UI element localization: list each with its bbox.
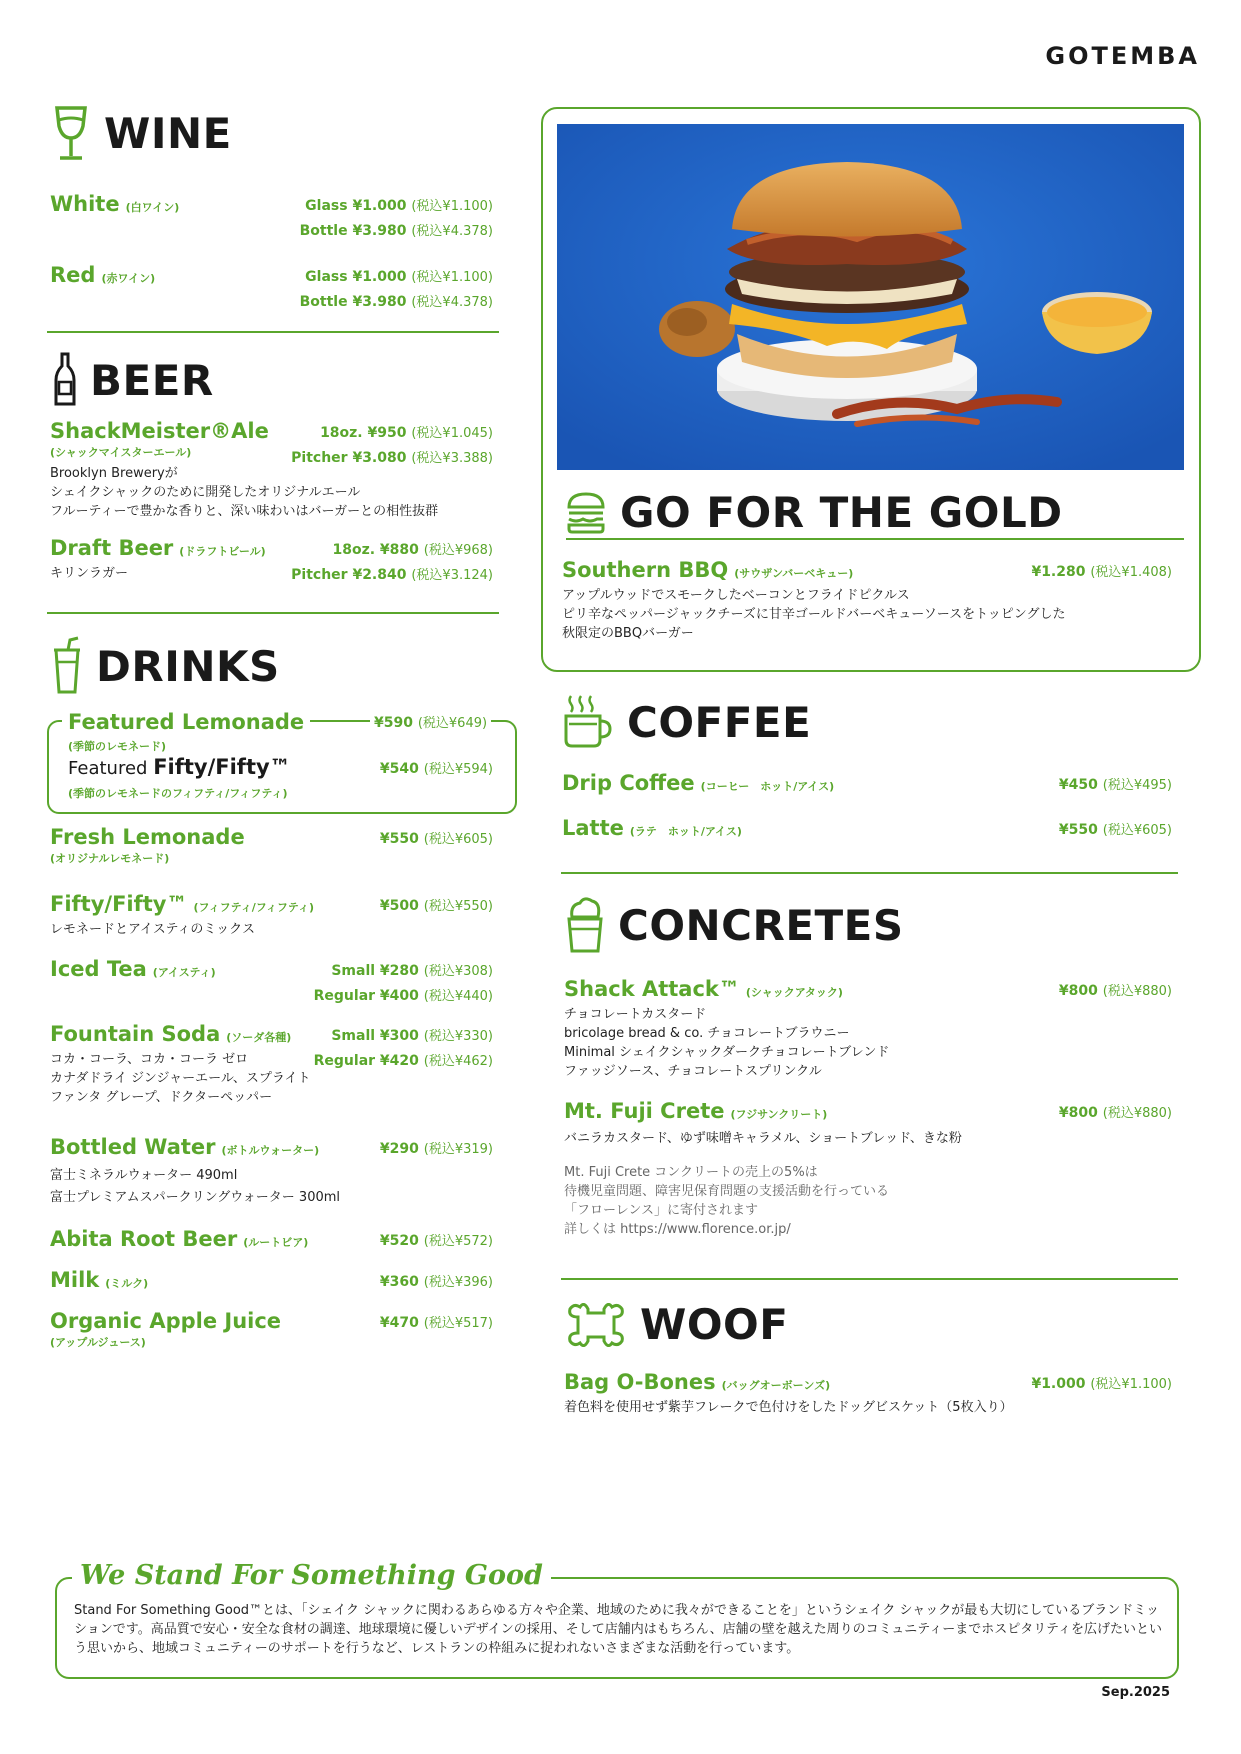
price-tax: (税込¥319) (423, 1142, 493, 1157)
beer-draft-price (291, 538, 493, 588)
desc-line: ファッジソース、チョコレートスプリンクル (564, 1064, 822, 1079)
mission-title: We Stand For Something Good (72, 1560, 551, 1591)
drink-cup-icon (52, 636, 82, 696)
drinks-milk (50, 1268, 148, 1292)
desc-line: ファンタ グレープ、ドクターペッパー (50, 1090, 273, 1105)
price-value: ¥420 (379, 1053, 419, 1069)
menu-date: Sep.2025 (1101, 1685, 1170, 1700)
item-sub: (オリジナルレモネード) (50, 852, 170, 865)
item-desc: バニラカスタード、ゆず味噌キャラメル、ショートブレッド、きな粉 (564, 1131, 962, 1146)
price-value: ¥3.980 (352, 223, 407, 239)
price-label: Small (331, 1028, 376, 1044)
item-sub: (ソーダ各種) (226, 1031, 292, 1044)
item-sub: (ラテ ホット/アイス) (629, 825, 742, 838)
burger-photo (557, 124, 1184, 470)
divider (561, 1278, 1178, 1280)
woof-title: WOOF (640, 1300, 789, 1349)
price-value: ¥550 (1058, 822, 1098, 838)
item-sub: (フジサンクリート) (730, 1108, 828, 1121)
mission-text: Stand For Something Good™とは、「シェイク シャックに関わるあらゆる方々や企業、地域のために我々ができることを」というシェイク シャックが最も大切にしているブランドミッションです。高品質で安心・安全な食材の調達、地球環境に優しいデザインの採用、そして店舗内はもちろん、店舗の壁を越えた周りのコミュニティーまでホスピタリティを広げたいという思いから、地域コミュニティーのサポートを行うなど、レストランの枠組みに捉われないさまざまな活動を行っています。 (74, 1603, 1162, 1656)
price-value: ¥470 (379, 1315, 419, 1331)
store-name: GOTEMBA (1045, 42, 1200, 70)
item-name: Abita Root Beer (50, 1227, 238, 1251)
price-tax: (税込¥1.100) (411, 270, 493, 285)
price-tax: (税込¥308) (423, 964, 493, 979)
item-sub: (シャックマイスターエール) (50, 446, 192, 459)
latte-price (1059, 818, 1172, 843)
mt-fuji-price (1059, 1101, 1172, 1126)
beer-shackmeister-price (291, 421, 493, 471)
drinks-fresh-lemonade (50, 825, 245, 866)
price-tax: (税込¥649) (417, 716, 488, 731)
item-sub: (赤ワイン) (101, 272, 156, 285)
desc-line: チョコレートカスタード (564, 1007, 707, 1022)
price-value: ¥3.080 (352, 450, 407, 466)
note-line: 詳しくは https://www.florence.or.jp/ (564, 1222, 791, 1237)
price-tax: (税込¥605) (1102, 823, 1172, 838)
concretes-heading (566, 895, 904, 955)
price-tax: (税込¥440) (423, 989, 493, 1004)
price-value: ¥1.000 (1031, 1376, 1086, 1392)
item-name: Southern BBQ (562, 558, 729, 582)
bag-o-bones-price (1031, 1372, 1172, 1397)
item-sub: (季節のレモネードのフィフティ/フィフティ) (68, 787, 288, 800)
price-label: Pitcher (291, 567, 348, 583)
price-value: ¥520 (379, 1233, 419, 1249)
coffee-heading (563, 694, 811, 750)
item-name: Fountain Soda (50, 1022, 221, 1046)
price-tax: (税込¥4.378) (411, 224, 493, 239)
price-tax: (税込¥968) (423, 543, 493, 558)
desc-line: アップルウッドでスモークしたベーコンとフライドピクルス (562, 588, 910, 603)
drinks-heading (52, 636, 280, 696)
price-tax: (税込¥1.045) (411, 426, 493, 441)
price-label: 18oz. (320, 425, 363, 441)
desc-line: コカ・コーラ、コカ・コーラ ゼロ (50, 1052, 249, 1067)
drinks-bottled-water (50, 1135, 340, 1209)
beer-draft (50, 536, 266, 583)
item-name: Bag O-Bones (564, 1370, 716, 1394)
price-tax: (税込¥517) (423, 1316, 493, 1331)
item-name: Fifty/Fifty™ (153, 755, 291, 779)
item-name: Bottled Water (50, 1135, 216, 1159)
price-value: ¥1.000 (352, 269, 407, 285)
desc-line: bricolage bread & co. チョコレートブラウニー (564, 1026, 850, 1041)
concretes-shack-attack (564, 977, 889, 1081)
price-tax: (税込¥330) (423, 1029, 493, 1044)
featured-fifty-price (380, 757, 493, 782)
burger-image (557, 124, 1184, 470)
price-label: Pitcher (291, 450, 348, 466)
item-sub: (ミルク) (105, 1277, 149, 1290)
apple-juice-price (380, 1311, 493, 1336)
fifty-fifty-price (380, 894, 493, 919)
note-line: 「フローレンス」に寄付されます (564, 1203, 759, 1218)
price-value: ¥880 (379, 542, 419, 558)
price-tax: (税込¥594) (423, 762, 493, 777)
price-tax: (税込¥1.100) (411, 199, 493, 214)
drip-coffee-price (1059, 773, 1172, 798)
wine-heading (52, 104, 232, 162)
price-tax: (税込¥495) (1102, 778, 1172, 793)
note-line: Mt. Fuji Crete コンクリートの売上の5%は (564, 1165, 818, 1180)
bottled-water-price (380, 1137, 493, 1162)
item-prefix: Featured (68, 758, 148, 779)
item-sub: (白ワイン) (125, 201, 180, 214)
desc-line: カナダドライ ジンジャーエール、スプライト (50, 1071, 311, 1086)
item-desc (564, 1005, 889, 1081)
desc-line: 富士ミネラルウォーター 490ml (50, 1168, 238, 1183)
divider (566, 538, 1184, 540)
item-name: Featured Lemonade (68, 710, 305, 734)
item-sub: (アップルジュース) (50, 1336, 146, 1349)
drinks-root-beer (50, 1227, 308, 1251)
price-value: ¥360 (379, 1274, 419, 1290)
woof-bag-o-bones (564, 1370, 1013, 1417)
desc-line: Minimal シェイクシャックダークチョコレートブレンド (564, 1045, 890, 1060)
wine-white-price (300, 194, 493, 244)
drinks-featured-lemonade (62, 710, 310, 734)
drinks-title: DRINKS (96, 641, 280, 691)
price-label: Small (331, 963, 376, 979)
item-name: Fifty/Fifty™ (50, 892, 188, 916)
price-value: ¥3.980 (352, 294, 407, 310)
wine-white (50, 192, 179, 216)
item-sub: (アイスティ) (152, 966, 216, 979)
drinks-fountain-soda (50, 1022, 311, 1107)
price-value: ¥800 (1058, 983, 1098, 999)
item-name: Mt. Fuji Crete (564, 1099, 725, 1123)
price-value: ¥950 (367, 425, 407, 441)
concrete-cup-icon (566, 895, 604, 955)
item-name: Organic Apple Juice (50, 1309, 282, 1333)
item-name: Red (50, 263, 96, 287)
price-value: ¥800 (1058, 1105, 1098, 1121)
item-sub: (フィフティ/フィフティ) (193, 901, 315, 914)
price-label: Regular (313, 988, 376, 1004)
price-value: ¥450 (1058, 777, 1098, 793)
price-value: ¥590 (374, 715, 413, 731)
item-name: Draft Beer (50, 536, 174, 560)
price-label: 18oz. (332, 542, 376, 558)
southern-bbq-price (1031, 560, 1172, 585)
item-sub: (ルートビア) (243, 1236, 309, 1249)
gold-heading (566, 488, 1063, 537)
item-sub: (バッグオーボーンズ) (721, 1379, 831, 1392)
coffee-title: COFFEE (627, 697, 812, 747)
price-value: ¥300 (379, 1028, 419, 1044)
coffee-cup-icon (563, 694, 613, 750)
price-value: ¥1.280 (1031, 564, 1086, 580)
item-sub: (コーヒー ホット/アイス) (700, 780, 835, 793)
featured-fifty-fifty (68, 755, 291, 779)
item-desc: レモネードとアイスティのミックス (50, 922, 256, 937)
price-value: ¥280 (379, 963, 419, 979)
price-label: Glass (305, 198, 348, 214)
item-sub: (サウザンバーベキュー) (734, 567, 854, 580)
item-name: Latte (562, 816, 624, 840)
item-name: Milk (50, 1268, 100, 1292)
divider (47, 331, 499, 333)
gold-southern-bbq (562, 558, 1066, 643)
item-sub: (ドラフトビール) (179, 545, 266, 558)
gold-title: GO FOR THE GOLD (620, 488, 1063, 537)
root-beer-price (380, 1229, 493, 1254)
price-tax: (税込¥880) (1102, 1106, 1172, 1121)
beer-bottle-icon (54, 352, 76, 408)
price-value: ¥1.000 (352, 198, 407, 214)
price-tax: (税込¥4.378) (411, 295, 493, 310)
price-tax: (税込¥1.100) (1090, 1377, 1172, 1392)
note-line: 待機児童問題、障害児保育問題の支援活動を行っている (564, 1184, 890, 1199)
price-value: ¥550 (379, 831, 419, 847)
milk-price (380, 1270, 493, 1295)
desc-line: 富士プレミアムスパークリングウォーター 300ml (50, 1190, 341, 1205)
item-desc (50, 1165, 340, 1209)
item-sub: (ボトルウォーター) (221, 1144, 320, 1157)
price-tax: (税込¥3.388) (411, 451, 493, 466)
price-label: Regular (313, 1053, 376, 1069)
price-tax: (税込¥605) (423, 832, 493, 847)
item-desc (50, 464, 438, 521)
shack-attack-price (1059, 979, 1172, 1004)
price-value: ¥400 (379, 988, 419, 1004)
coffee-drip (562, 771, 834, 795)
price-label: Glass (305, 269, 348, 285)
price-tax: (税込¥572) (423, 1234, 493, 1249)
donation-note (564, 1163, 889, 1239)
price-value: ¥500 (379, 898, 419, 914)
beer-title: BEER (90, 355, 214, 405)
price-label: Bottle (299, 223, 348, 239)
price-tax: (税込¥550) (423, 899, 493, 914)
item-desc: 着色料を使用せず紫芋フレークで色付けをしたドッグビスケット（5枚入り） (564, 1400, 1013, 1415)
drinks-fifty-fifty (50, 892, 314, 939)
drinks-apple-juice (50, 1309, 281, 1350)
featured-lemonade-price (370, 711, 491, 736)
iced-tea-price (314, 959, 493, 1009)
divider (47, 612, 499, 614)
price-tax: (税込¥462) (423, 1054, 493, 1069)
concretes-mt-fuji (564, 1099, 962, 1148)
item-desc: キリンラガー (50, 566, 129, 581)
wine-glass-icon (52, 104, 90, 162)
wine-red-price (300, 265, 493, 315)
item-name: White (50, 192, 120, 216)
price-value: ¥2.840 (352, 567, 407, 583)
divider (561, 872, 1178, 874)
item-name: Iced Tea (50, 957, 147, 981)
item-name: Drip Coffee (562, 771, 695, 795)
drinks-iced-tea (50, 957, 216, 981)
desc-line: 秋限定のBBQバーガー (562, 626, 694, 641)
item-sub: (季節のレモネード) (68, 740, 167, 753)
item-name: ShackMeister®Ale (50, 419, 269, 443)
fountain-soda-price (314, 1024, 493, 1074)
desc-line: シェイクシャックのために開発したオリジナルエール (50, 485, 361, 500)
desc-line: フルーティーで豊かな香りと、深い味わいはバーガーとの相性抜群 (50, 504, 439, 519)
item-name: Fresh Lemonade (50, 825, 245, 849)
beer-heading (54, 352, 214, 408)
coffee-latte (562, 816, 742, 840)
desc-line: ピリ辛なペッパージャックチーズに甘辛ゴールドバーベキューソースをトッピングした (562, 607, 1066, 622)
price-value: ¥540 (379, 761, 419, 777)
price-tax: (税込¥396) (423, 1275, 493, 1290)
woof-heading (566, 1300, 788, 1349)
item-desc (562, 586, 1066, 643)
price-label: Bottle (299, 294, 348, 310)
concretes-title: CONCRETES (618, 900, 904, 950)
item-name: Shack Attack™ (564, 977, 740, 1001)
item-desc (50, 1050, 311, 1107)
price-tax: (税込¥3.124) (411, 568, 493, 583)
price-tax: (税込¥1.408) (1090, 565, 1172, 580)
burger-icon (566, 491, 606, 535)
price-tax: (税込¥880) (1102, 984, 1172, 999)
fresh-lemonade-price (380, 827, 493, 852)
desc-line: Brooklyn Breweryが (50, 466, 178, 481)
wine-red (50, 263, 155, 287)
wine-title: WINE (104, 108, 232, 158)
dog-bone-icon (566, 1303, 626, 1347)
item-sub: (シャックアタック) (745, 986, 843, 999)
price-value: ¥290 (379, 1141, 419, 1157)
